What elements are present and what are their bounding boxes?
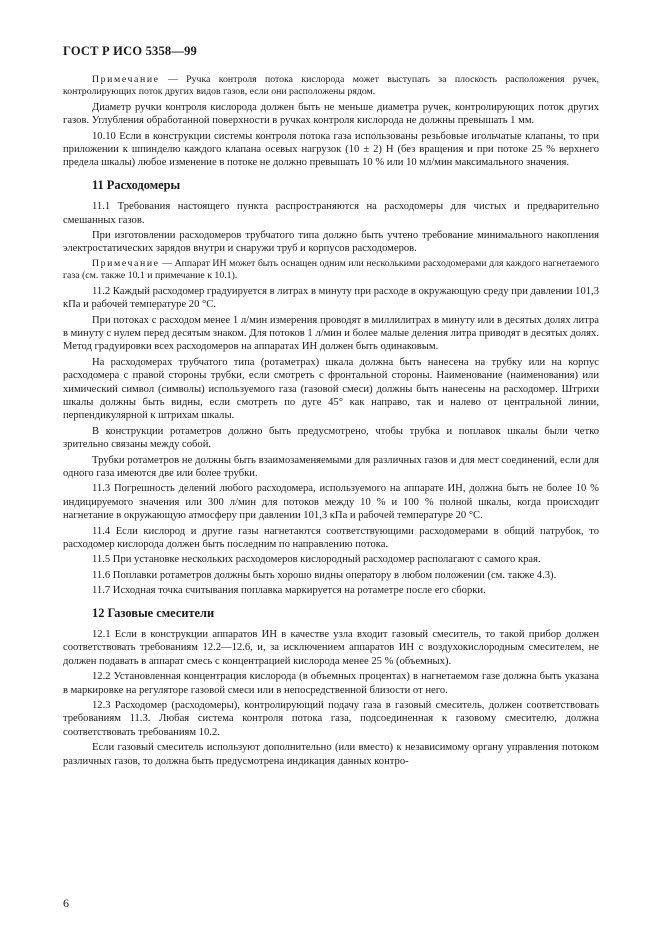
paragraph: В конструкции ротаметров должно быть предусмотрено, чтобы трубка и поплавок шкалы были четко зрительно связаны между собой. (63, 425, 599, 451)
paragraph: Если газовый смеситель используют дополнительно (или вместо) к независимому органу управления потоком различных газов, то должна быть предусмотрена индикация данных контро- (63, 742, 599, 767)
paragraph: 11.3 Погрешность делений любого расходомера, используемого на аппарате ИН, должна быть не более 10 % индицируемого значения или 300 л/мин для потоков между 10 % и 100 % полной шкалы, когда происходит нагнетание в окружающую атмосферу при давлении 101,3 кПа и рабочей температуре 20 °С. (63, 483, 599, 522)
paragraph: При изготовлении расходомеров трубчатого типа должно быть учтено требование минимального накопления электростатических зарядов внутри и снаружи труб и корпусов расходомеров. (63, 230, 599, 255)
page-header: ГОСТ Р ИСО 5358—99 (63, 44, 197, 58)
paragraph: 10.10 Если в конструкции системы контроля потока газа использованы резьбовые игольчатые клапаны, то при приложении к шпинделю каждого клапана осевых нагрузок (10 ± 2) Н (без вращения и при потоке 25 % верхнего предела шкалы) любое изменение в потоке не должно превышать 10 % или 10 мл/мин максимального значения. (63, 130, 599, 169)
note-label: Примечание (92, 74, 160, 85)
paragraph: При потоках с расходом менее 1 л/мин измерения проводят в миллилитрах в минуту или в десятых долях литра в минуту с нулем перед десятым знаком. Для потоков 1 л/мин и более малые деления литра приводят в десятых долях. Метод градуировки всех расходомеров на аппаратах ИН должен быть одинаковым. (63, 314, 599, 353)
section-heading: 11 Расходомеры (92, 177, 181, 192)
paragraph: 11.1 Требования настоящего пункта распространяются на расходомеры для чистых и предварительно смешанных газов. (63, 201, 599, 226)
page-content (63, 74, 599, 770)
paragraph: 11.5 При установке нескольких расходомеров кислородный расходомер располагают с самого края. (92, 554, 541, 566)
paragraph: 12.2 Установленная концентрация кислорода (в объемных процентах) в нагнетаемом газе должна быть указана в маркировке на регуляторе газовой смеси или в непосредственной близости от него. (63, 671, 599, 696)
paragraph: 11.4 Если кислород и другие газы нагнетаются соответствующими расходомерами в общий патрубок, то расходомер кислорода должен быть последним по направлению потока. (63, 525, 599, 550)
note-label: Примечание (92, 257, 160, 269)
paragraph: Диаметр ручки контроля кислорода должен быть не меньше диаметра ручек, контролирующих поток других газов. Углубления обработанной поверхности в ручках контроля кислорода не должны превышать 1 мм. (63, 101, 599, 127)
note-text: — Ручка контроля потока кислорода может выступать за плоскость расположения ручек, контролирующих поток других видов газов, если они расположены рядом. (63, 74, 599, 98)
page-number: 6 (63, 896, 69, 910)
paragraph: На расходомерах трубчатого типа (ротаметрах) шкала должна быть нанесена на трубку или на корпус расходомера с правой стороны трубки, если смотреть с фронтальной стороны. Наименование (наименования) или химический символ (символы) используемого газа (газовой смеси) должны быть нанесены на расходомер. Штрихи шкалы должны быть видны, если смотреть по дуге 45° как направо, так и налево от центральной линии, перпендикулярной к штрихам шкалы. (63, 356, 599, 422)
section-heading: 12 Газовые смесители (92, 605, 215, 620)
paragraph: 11.7 Исходная точка считывания поплавка маркируется на ротаметре после его сборки. (92, 585, 486, 597)
note-paragraph (63, 258, 599, 283)
paragraph: 11.6 Поплавки ротаметров должны быть хорошо видны оператору в любом положении (см. также 4.3). (92, 569, 557, 581)
paragraph: Трубки ротаметров не должны быть взаимозаменяемыми для различных газов и для мест соединений, если для одного газа имеются две или более трубки. (63, 454, 599, 479)
paragraph: 11.2 Каждый расходомер градуируется в литрах в минуту при расходе в окружающую среду при давлении 101,3 кПа и рабочей температуре 20 °С. (63, 285, 599, 311)
paragraph: 12.3 Расходомер (расходомеры), контролирующий подачу газа в газовый смеситель, должен соответствовать требованиям 11.3. Любая система контроля потока газа, подсоединенная к газовому смесителю, должна соответствовать требованиям 10.2. (63, 700, 599, 738)
note-paragraph (63, 74, 599, 99)
paragraph: 12.1 Если в конструкции аппаратов ИН в качестве узла входит газовый смеситель, то такой прибор должен соответствовать требованиям 12.2—12.6, и, за исключением аппаратов ИН с воздухокислородным смесителем, не должен подавать в аппарат смесь с концентрацией кислорода менее 25 % (объемных). (63, 629, 599, 667)
note-text: — Аппарат ИН может быть оснащен одним или несколькими расходомерами для каждого нагнетаемого газа (см. также 10.1 и примечание к 10.1). (63, 257, 599, 282)
